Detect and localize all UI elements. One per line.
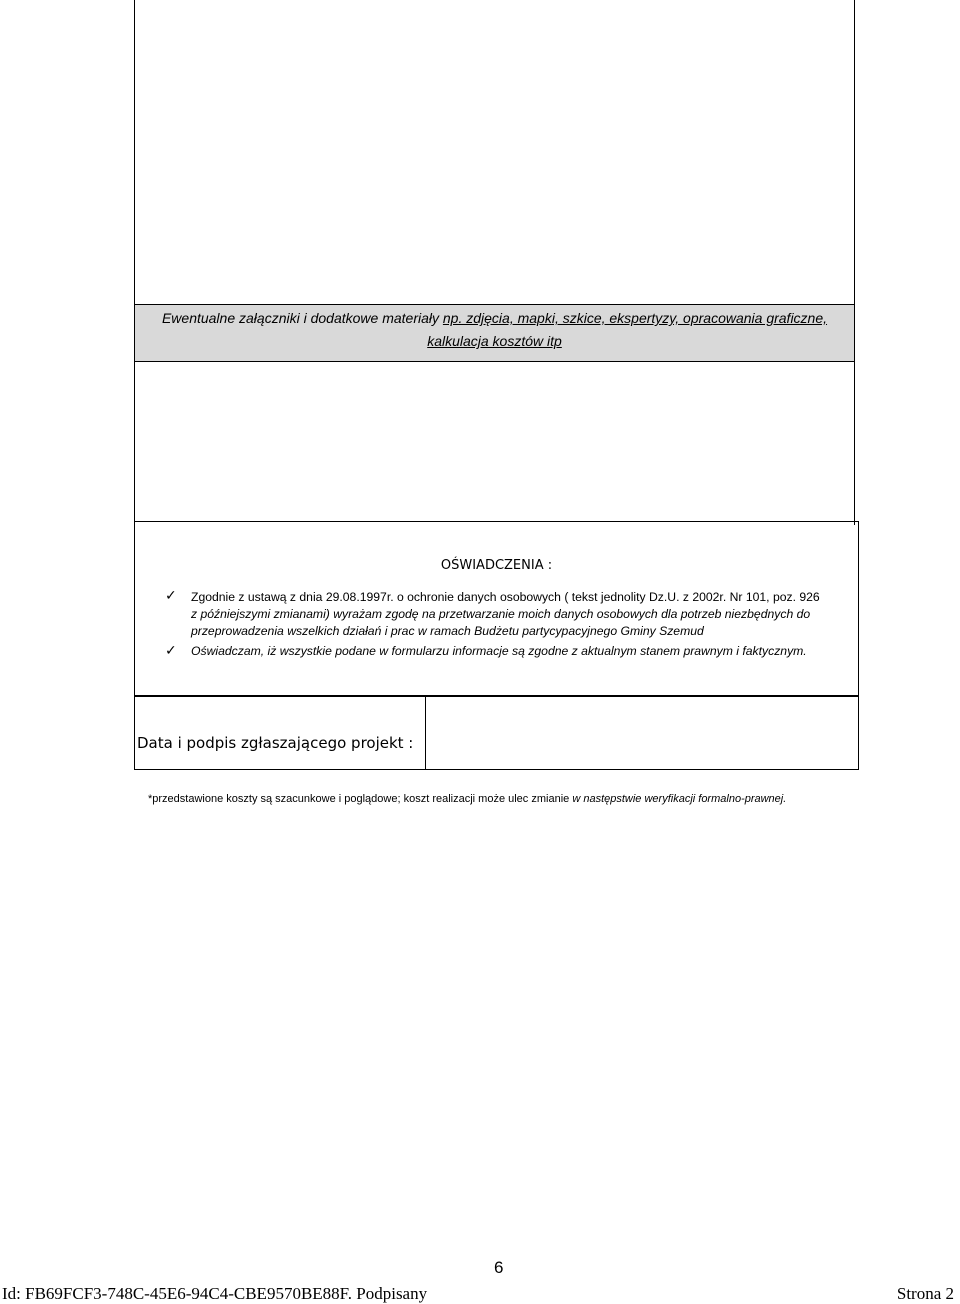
signature-label: Data i podpis zgłaszającego projekt :: [137, 734, 414, 752]
checkmark-icon: ✓: [165, 642, 177, 658]
footnote-text: *przedstawione koszty są szacunkowe i poglądowe; koszt realizacji może ulec zmianie: [148, 793, 570, 805]
document-id: Id: FB69FCF3-748C-45E6-94C4-CBE9570BE88F. Podpisany: [2, 1284, 428, 1303]
declaration-item-lead: Zgodnie z ustawą z dnia 29.08.1997r. o ochronie danych osobowych ( tekst jednolity Dz.U. z 2002r. Nr 101, poz. 926: [191, 590, 820, 604]
attachments-header: [134, 304, 855, 362]
page-number: 6: [494, 1258, 504, 1277]
declarations-section: [134, 521, 859, 697]
description-field[interactable]: [134, 0, 855, 305]
signature-label-cell: [134, 695, 426, 770]
signature-field[interactable]: [425, 695, 859, 770]
declaration-item-lead: Oświadczam, iż wszystkie podane w formularzu informacje są zgodne z aktualnym stanem prawnym i faktycznym.: [191, 644, 807, 658]
checkmark-icon: ✓: [165, 587, 177, 603]
cost-footnote: [148, 793, 786, 805]
attachments-heading: Ewentualne załączniki i dodatkowe materiały: [161, 310, 439, 326]
attachments-heading-line2: kalkulacja kosztów itp: [427, 333, 562, 349]
attachments-field[interactable]: [134, 361, 855, 525]
declarations-title: OŚWIADCZENIA :: [440, 558, 553, 573]
declaration-item-cont: przeprowadzenia wszelkich działań i prac w ramach Budżetu partycypacyjnego Gminy Szemud: [191, 624, 704, 638]
declaration-item: [191, 643, 848, 660]
attachments-heading-examples: np. zdjęcia, mapki, szkice, ekspertyzy, opracowania graficzne,: [442, 310, 828, 326]
declaration-item-cont: z późniejszymi zmianami) wyrażam zgodę na przetwarzanie moich danych osobowych dla potrzeb niezbędnych do: [191, 607, 811, 621]
footnote-italic-text: w następstwie weryfikacji formalno-prawnej.: [572, 793, 787, 805]
declaration-item: [191, 589, 848, 640]
page-label: Strona 2: [896, 1284, 954, 1303]
